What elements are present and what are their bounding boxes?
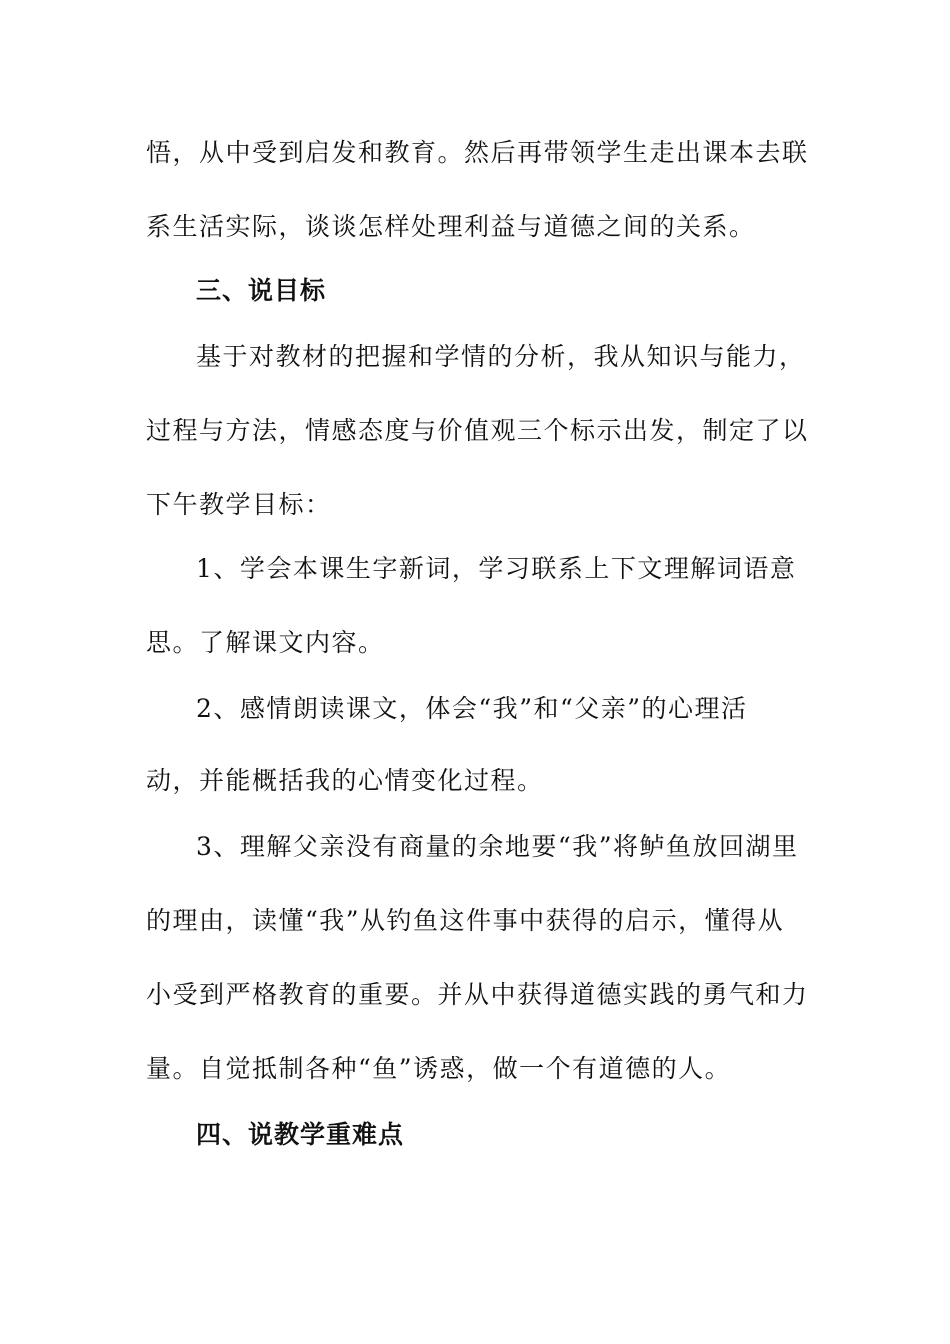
list-item-3-line: 量。自觉抵制各种“鱼”诱惑，做一个有道德的人。 bbox=[146, 1054, 732, 1083]
section-heading-objectives: 三、说目标 bbox=[196, 276, 327, 305]
list-item-3-line: 3、理解父亲没有商量的余地要“我”将鲈鱼放回湖里 bbox=[196, 832, 799, 861]
list-item-2-line: 2、感情朗读课文，体会“我”和“父亲”的心理活 bbox=[196, 694, 748, 723]
paragraph-line: 系生活实际，谈谈怎样处理利益与道德之间的关系。 bbox=[146, 212, 756, 241]
paragraph-line: 基于对教材的把握和学情的分析，我从知识与能力， bbox=[196, 342, 806, 371]
section-heading-key-points: 四、说教学重难点 bbox=[196, 1120, 405, 1149]
paragraph-line: 悟，从中受到启发和教育。然后再带领学生走出课本去联 bbox=[146, 138, 809, 167]
list-item-1-line: 1、学会本课生字新词，学习联系上下文理解词语意 bbox=[196, 554, 797, 583]
list-item-3-line: 小受到严格教育的重要。并从中获得道德实践的勇气和力 bbox=[146, 980, 809, 1009]
list-item-1-line: 思。了解课文内容。 bbox=[146, 628, 385, 657]
list-item-3-line: 的理由，读懂“我”从钓鱼这件事中获得的启示，懂得从 bbox=[146, 906, 785, 935]
paragraph-line: 下午教学目标： bbox=[146, 490, 332, 519]
paragraph-line: 过程与方法，情感态度与价值观三个标示出发，制定了以 bbox=[146, 416, 809, 445]
list-item-2-line: 动，并能概括我的心情变化过程。 bbox=[146, 766, 544, 795]
